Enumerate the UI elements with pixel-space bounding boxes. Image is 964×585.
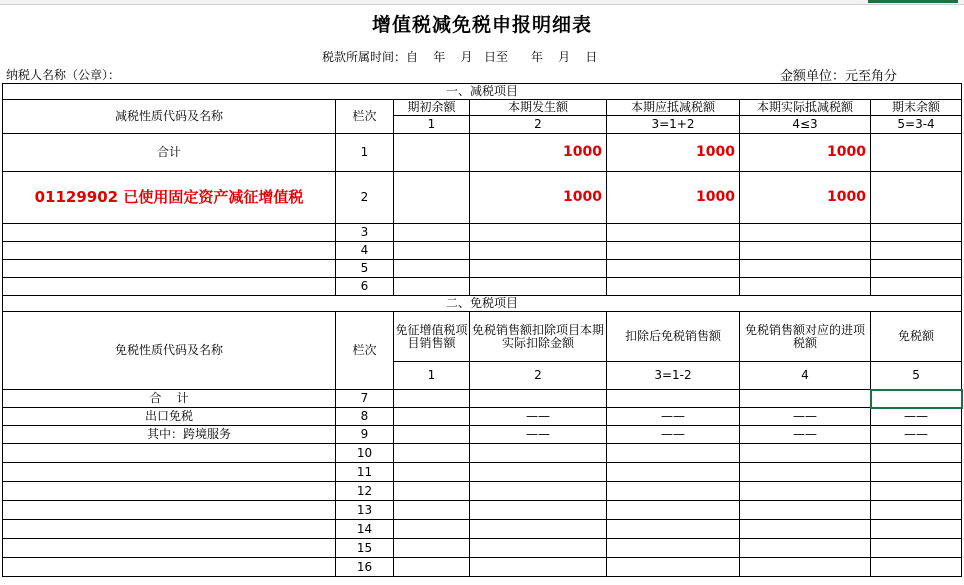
cell[interactable] <box>871 444 962 463</box>
cell[interactable] <box>394 520 470 539</box>
dash-cell: —— <box>470 408 607 426</box>
dash-cell: —— <box>740 408 871 426</box>
cell[interactable] <box>607 278 740 296</box>
table-row <box>3 426 962 444</box>
cell[interactable] <box>470 463 607 482</box>
cell[interactable] <box>394 444 470 463</box>
table-row <box>3 260 962 278</box>
section2-col-name-header: 免税性质代码及名称 <box>3 312 336 390</box>
row-name[interactable]: 合 计 <box>3 390 336 408</box>
row-line-number: 5 <box>336 260 394 278</box>
cell[interactable] <box>740 260 871 278</box>
cell[interactable] <box>470 390 607 408</box>
cell[interactable] <box>871 134 962 172</box>
cell[interactable] <box>470 539 607 558</box>
table-row <box>3 172 962 224</box>
cell-amount[interactable]: 1000 <box>607 134 740 172</box>
cell[interactable] <box>3 463 336 482</box>
row-line-number: 6 <box>336 278 394 296</box>
cell[interactable] <box>394 260 470 278</box>
declaration-table <box>2 83 963 577</box>
section1-title: 一、减税项目 <box>3 84 962 100</box>
section2-col-number: 4 <box>740 362 871 390</box>
table-row <box>3 278 962 296</box>
section2-col-header: 免税销售额扣除项目本期实际扣除金额 <box>470 312 607 362</box>
section2-title: 二、免税项目 <box>3 296 962 312</box>
row-name[interactable]: 合计 <box>3 134 336 172</box>
cell[interactable] <box>607 520 740 539</box>
cell[interactable] <box>607 539 740 558</box>
section1-col-number: 3=1+2 <box>607 116 740 134</box>
cell[interactable] <box>394 558 470 577</box>
cell[interactable] <box>394 426 470 444</box>
row-line-number: 11 <box>336 463 394 482</box>
taxpayer-name-label: 纳税人名称（公章）： <box>6 68 121 82</box>
cell[interactable] <box>871 260 962 278</box>
row-line-number: 13 <box>336 501 394 520</box>
cell[interactable] <box>470 444 607 463</box>
row-line-number: 2 <box>336 172 394 224</box>
cell[interactable] <box>394 134 470 172</box>
cell[interactable] <box>871 278 962 296</box>
cell[interactable] <box>871 539 962 558</box>
cell[interactable] <box>470 278 607 296</box>
section2-col-header: 免税额 <box>871 312 962 362</box>
row-line-number: 7 <box>336 390 394 408</box>
cell[interactable] <box>740 463 871 482</box>
cell[interactable] <box>470 558 607 577</box>
cell[interactable] <box>470 501 607 520</box>
cell[interactable] <box>394 224 470 242</box>
section2-col-number: 3=1-2 <box>607 362 740 390</box>
table-row <box>3 501 962 520</box>
section2-col-number: 1 <box>394 362 470 390</box>
cell[interactable] <box>871 172 962 224</box>
cell[interactable] <box>394 539 470 558</box>
cell[interactable] <box>3 520 336 539</box>
cell-amount[interactable]: 1000 <box>740 172 871 224</box>
section1-col-number: 5=3-4 <box>871 116 962 134</box>
table-row <box>3 482 962 501</box>
cell[interactable] <box>3 444 336 463</box>
cell[interactable] <box>607 558 740 577</box>
cell[interactable] <box>3 278 336 296</box>
section1-col-name-header: 减税性质代码及名称 <box>3 100 336 134</box>
cell[interactable] <box>3 224 336 242</box>
row-line-number: 8 <box>336 408 394 426</box>
row-line-number: 14 <box>336 520 394 539</box>
section1-col-header: 本期发生额 <box>470 100 607 116</box>
form-title: 增值税减免税申报明细表 <box>371 14 592 36</box>
cell[interactable] <box>740 278 871 296</box>
cell[interactable] <box>740 558 871 577</box>
section1-col-header: 本期实际抵减税额 <box>740 100 871 116</box>
row-line-number: 3 <box>336 224 394 242</box>
table-row <box>3 134 962 172</box>
cell[interactable] <box>607 463 740 482</box>
cell-amount[interactable]: 1000 <box>470 134 607 172</box>
dash-cell: —— <box>607 426 740 444</box>
section1-col-number: 4≤3 <box>740 116 871 134</box>
row-line-number: 10 <box>336 444 394 463</box>
cell[interactable] <box>394 482 470 501</box>
cell-amount[interactable]: 1000 <box>470 172 607 224</box>
cell[interactable] <box>740 520 871 539</box>
cell[interactable] <box>394 242 470 260</box>
spreadsheet-column-header-strip <box>0 0 964 5</box>
cell[interactable] <box>607 224 740 242</box>
row-line-number: 9 <box>336 426 394 444</box>
cell-amount[interactable]: 1000 <box>607 172 740 224</box>
row-name[interactable]: 其中：跨境服务 <box>3 426 336 444</box>
cell[interactable] <box>3 260 336 278</box>
dash-cell: —— <box>740 426 871 444</box>
section1-col-number: 2 <box>470 116 607 134</box>
row-line-number: 12 <box>336 482 394 501</box>
cell[interactable] <box>871 501 962 520</box>
cell[interactable] <box>740 539 871 558</box>
table-row <box>3 463 962 482</box>
row-line-number: 15 <box>336 539 394 558</box>
cell[interactable] <box>470 520 607 539</box>
section1-col-header: 期初余额 <box>394 100 470 116</box>
cell[interactable] <box>607 482 740 501</box>
table-row <box>3 242 962 260</box>
table-row <box>3 539 962 558</box>
cell[interactable] <box>740 444 871 463</box>
section2-col-header: 扣除后免税销售额 <box>607 312 740 362</box>
dash-cell: —— <box>871 426 962 444</box>
dash-cell: —— <box>871 408 962 426</box>
cell[interactable] <box>871 482 962 501</box>
section1-col-header: 期末余额 <box>871 100 962 116</box>
section2-col-number: 2 <box>470 362 607 390</box>
cell[interactable] <box>740 224 871 242</box>
table-row <box>3 224 962 242</box>
row-name[interactable]: 01129902 已使用固定资产减征增值税 <box>3 172 336 224</box>
section2-col-header: 免征增值税项目销售额 <box>394 312 470 362</box>
amount-unit-label: 金额单位：元至角分 <box>780 69 898 84</box>
cell[interactable] <box>3 558 336 577</box>
section1-col-line-header: 栏次 <box>336 100 394 134</box>
cell[interactable] <box>470 260 607 278</box>
cell[interactable] <box>394 408 470 426</box>
cell[interactable] <box>394 172 470 224</box>
section2-col-number: 5 <box>871 362 962 390</box>
cell[interactable] <box>3 539 336 558</box>
cell[interactable] <box>740 501 871 520</box>
section2-col-header: 免税销售额对应的进项税额 <box>740 312 871 362</box>
cell[interactable] <box>607 444 740 463</box>
cell[interactable] <box>470 224 607 242</box>
cell[interactable] <box>607 390 740 408</box>
selected-cell[interactable] <box>871 390 962 408</box>
cell[interactable] <box>740 482 871 501</box>
row-line-number: 4 <box>336 242 394 260</box>
row-name[interactable]: 出口免税 <box>3 408 336 426</box>
table-row <box>3 558 962 577</box>
cell[interactable] <box>470 242 607 260</box>
section1-col-number: 1 <box>394 116 470 134</box>
cell[interactable] <box>871 463 962 482</box>
section2-col-line-header: 栏次 <box>336 312 394 390</box>
cell[interactable] <box>470 482 607 501</box>
cell[interactable] <box>3 482 336 501</box>
row-line-number: 1 <box>336 134 394 172</box>
table-row <box>3 520 962 539</box>
cell[interactable] <box>740 242 871 260</box>
table-row <box>3 390 962 408</box>
cell[interactable] <box>740 390 871 408</box>
cell[interactable] <box>607 242 740 260</box>
dash-cell: —— <box>470 426 607 444</box>
cell[interactable] <box>3 242 336 260</box>
section1-col-header: 本期应抵减税额 <box>607 100 740 116</box>
table-row <box>3 408 962 426</box>
cell[interactable] <box>607 501 740 520</box>
row-line-number: 16 <box>336 558 394 577</box>
cell[interactable] <box>394 278 470 296</box>
cell[interactable] <box>871 242 962 260</box>
selected-column-indicator <box>868 0 958 3</box>
cell[interactable] <box>607 260 740 278</box>
cell[interactable] <box>871 558 962 577</box>
dash-cell: —— <box>607 408 740 426</box>
cell[interactable] <box>394 390 470 408</box>
cell[interactable] <box>871 224 962 242</box>
cell[interactable] <box>3 501 336 520</box>
cell[interactable] <box>394 463 470 482</box>
table-row <box>3 444 962 463</box>
tax-period: 税款所属时间：自 年 月 日至 年 月 日 <box>322 50 598 64</box>
cell-amount[interactable]: 1000 <box>740 134 871 172</box>
cell[interactable] <box>394 501 470 520</box>
cell[interactable] <box>871 520 962 539</box>
